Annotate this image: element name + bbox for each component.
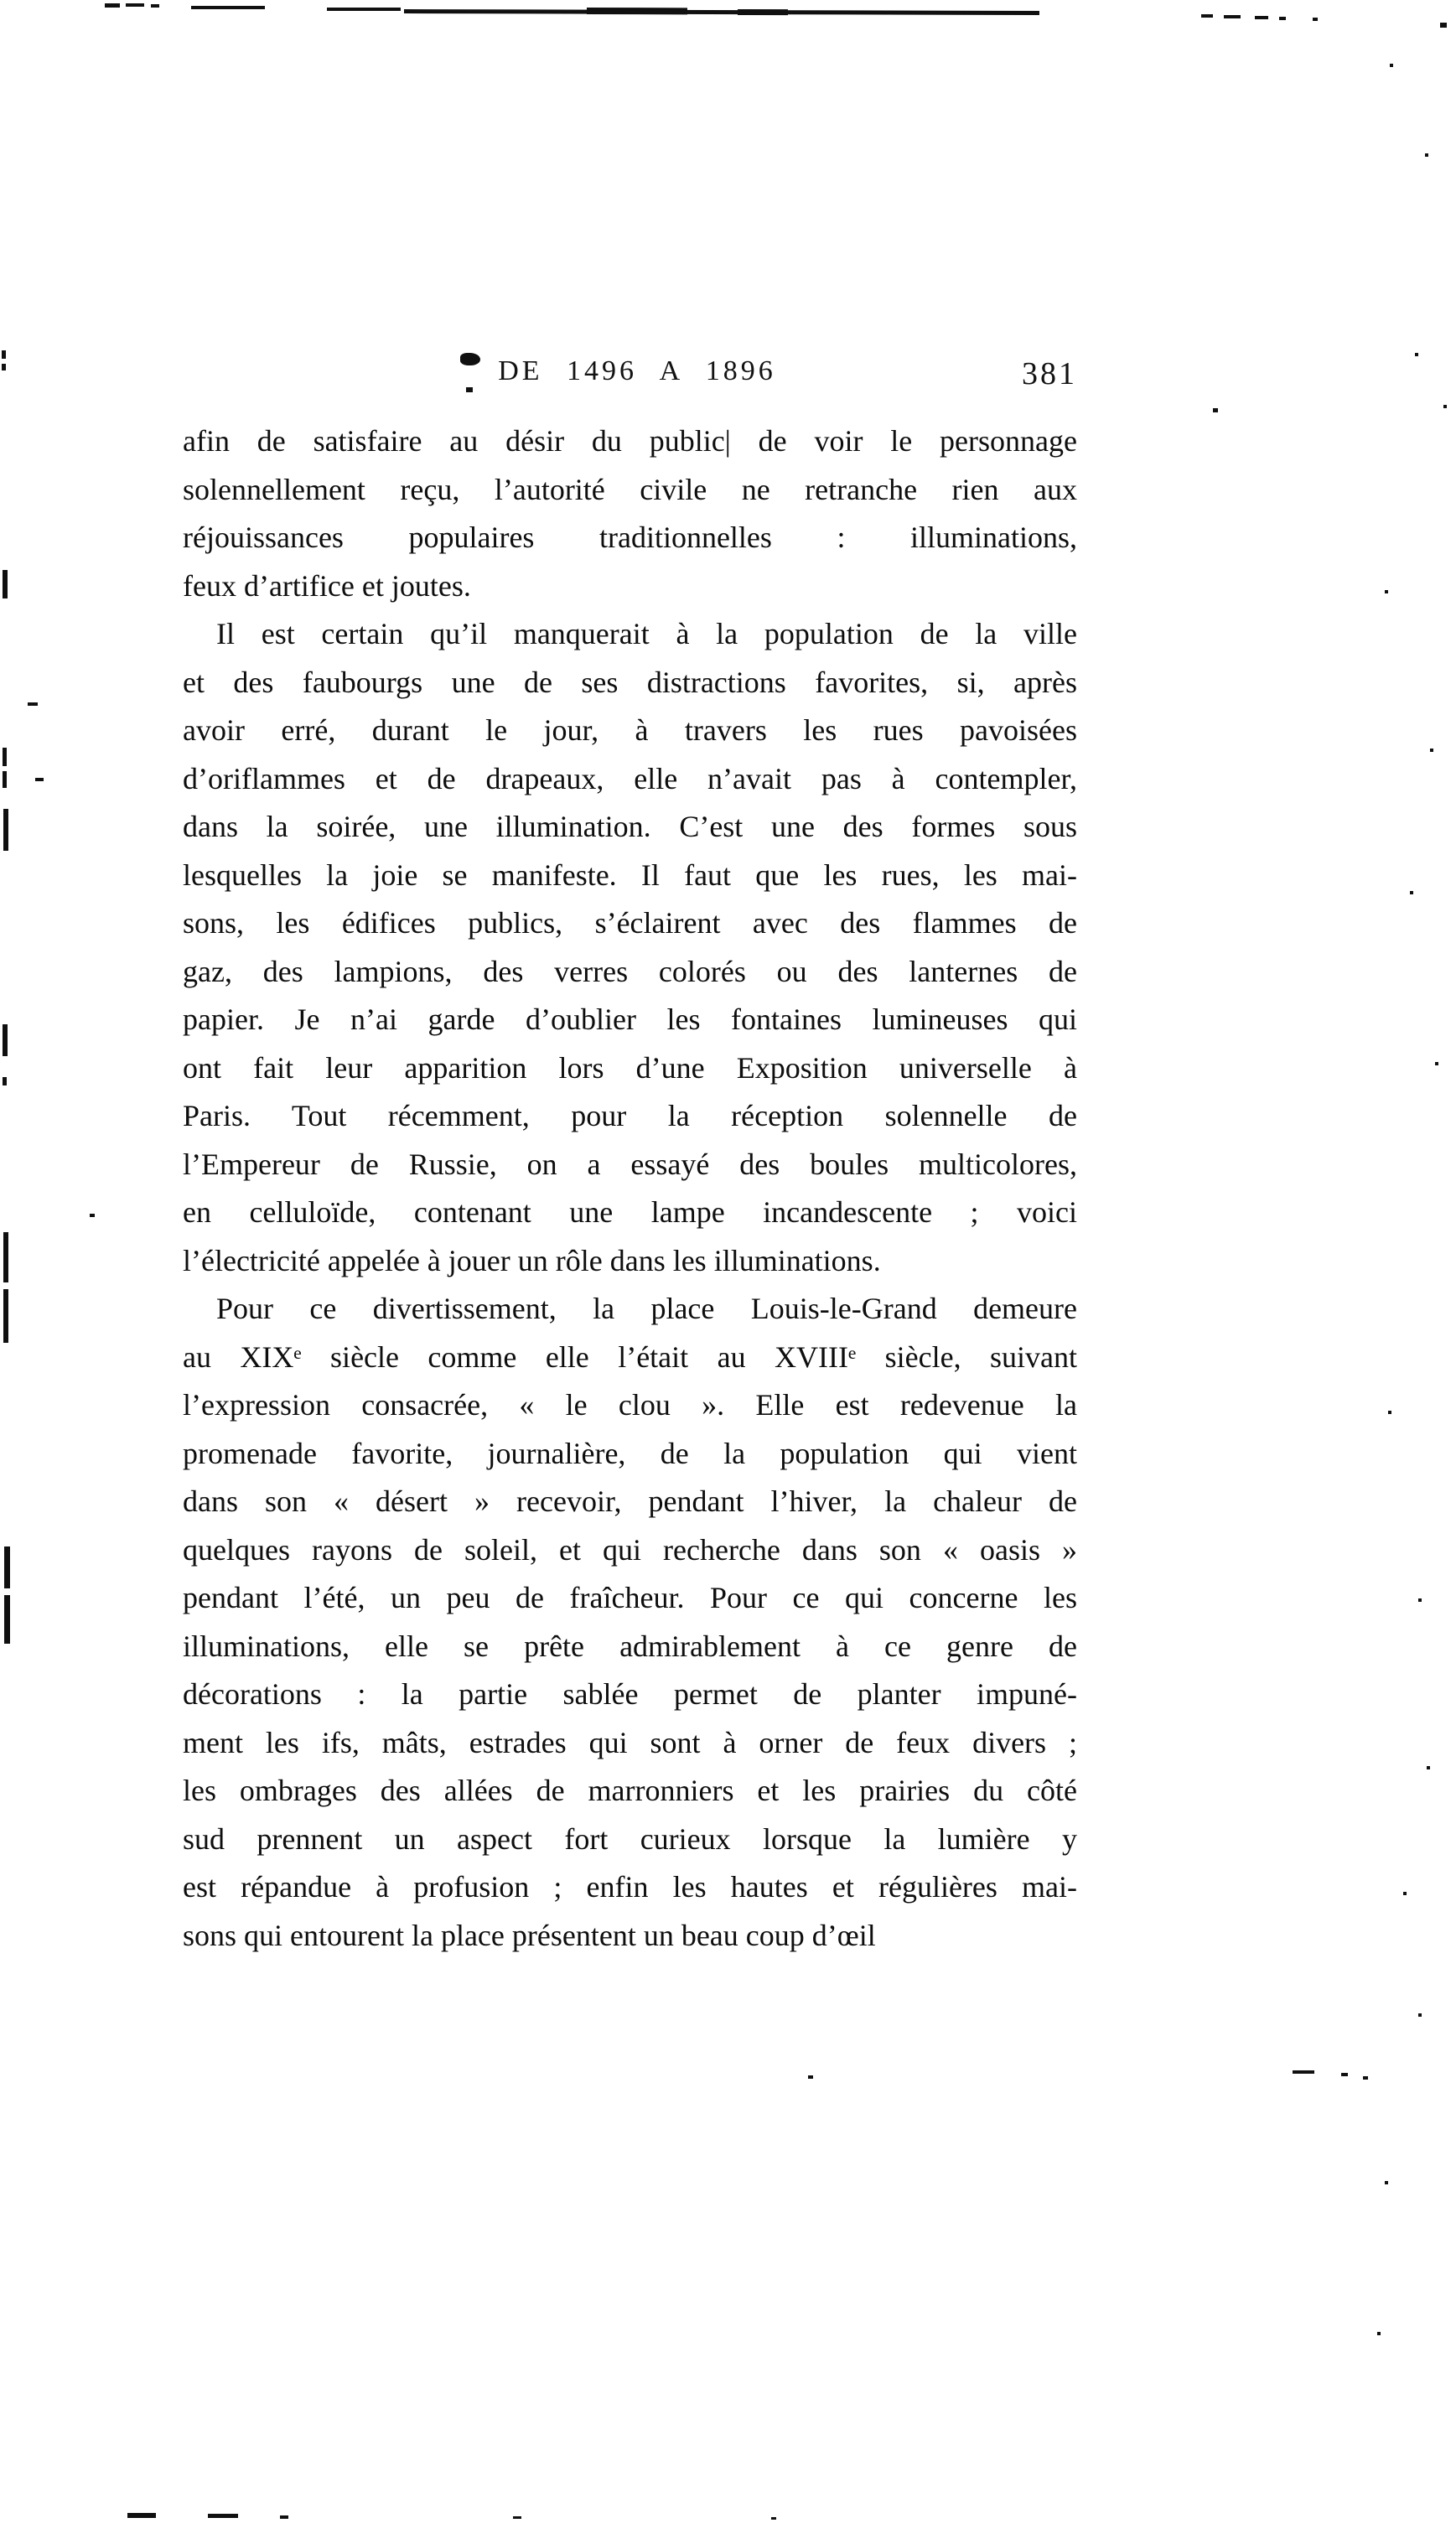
text-line: Pour ce divertissement, la place Louis-le-Grand demeure [216, 1292, 1077, 1325]
scan-artifact [1435, 1062, 1438, 1065]
text-line: d’oriflammes et de drapeaux, elle n’avait pas à contempler, [183, 761, 1077, 795]
scan-artifact [28, 702, 38, 706]
text-line: réjouissances populaires traditionnelles : illuminations, [183, 521, 1077, 554]
scan-artifact [808, 2075, 813, 2079]
scan-artifact [1341, 2073, 1348, 2076]
scan-artifact [3, 771, 7, 788]
scan-artifact [1279, 17, 1286, 20]
text-line: ment les ifs, mâts, estrades qui sont à orner de feux divers ; [183, 1725, 1077, 1759]
scan-artifact [460, 353, 480, 365]
running-header-title: DE 1496 A 1896 [498, 355, 776, 386]
text-line: l’expression consacrée, « le clou ». Elle est redevenue la [183, 1388, 1077, 1422]
text-line: sons, les édifices publics, s’éclairent avec des flammes de [183, 906, 1077, 940]
scan-artifact [2, 350, 6, 359]
scan-artifact [280, 2515, 288, 2519]
text-line: lesquelles la joie se manifeste. Il faut que les rues, les mai- [183, 857, 1077, 892]
text-line: l’Empereur de Russie, on a essayé des boules multicolores, [183, 1147, 1077, 1181]
scan-artifact [151, 4, 159, 8]
scan-artifact [90, 1214, 95, 1217]
scan-artifact [1385, 2181, 1388, 2184]
scan-artifact [404, 9, 1039, 15]
text-line: sud prennent un aspect fort curieux lorsque la lumière y [183, 1821, 1077, 1856]
text-line: en celluloïde, contenant une lampe incandescente ; voici [183, 1195, 1077, 1229]
scan-artifact [1410, 891, 1413, 894]
scan-artifact [4, 1546, 10, 1588]
text-line: au XIXᵉ siècle comme elle l’était au XVIIIᵉ siècle, suivant [183, 1339, 1077, 1374]
text-line: l’électricité appelée à jouer un rôle dans les illuminations. [183, 1243, 881, 1277]
scan-artifact [466, 387, 473, 392]
text-line: papier. Je n’ai garde d’oublier les fontaines lumineuses qui [183, 1002, 1077, 1036]
text-line: quelques rayons de soleil, et qui recherche dans son « oasis » [183, 1532, 1077, 1567]
scan-artifact [126, 3, 144, 7]
scan-artifact [587, 8, 687, 14]
text-line: dans la soirée, une illumination. C’est une des formes sous [183, 810, 1077, 843]
page-number: 381 [1022, 356, 1077, 391]
scan-artifact [1385, 590, 1388, 593]
text-line: avoir erré, durant le jour, à travers les rues pavoisées [183, 713, 1077, 747]
text-line: gaz, des lampions, des verres colorés ou des lanternes de [183, 954, 1077, 988]
text-line: les ombrages des allées de marronniers et les prairies du côté [183, 1774, 1077, 1807]
text-line: pendant l’été, un peu de fraîcheur. Pour ce qui concerne les [183, 1581, 1077, 1614]
scan-artifact [1377, 2332, 1381, 2335]
text-line: et des faubourgs une de ses distractions favorites, si, après [183, 665, 1077, 699]
scan-artifact [1403, 1892, 1407, 1895]
scan-artifact [3, 1024, 8, 1056]
text-line: sons qui entourent la place présentent un beau coup d’œil [183, 1918, 876, 1952]
scan-artifact [2, 364, 6, 370]
scan-artifact [1363, 2076, 1368, 2080]
scan-artifact [1388, 1411, 1391, 1414]
scan-artifact [513, 2516, 521, 2519]
scan-artifact [1440, 23, 1447, 28]
scan-artifact [105, 3, 120, 8]
scan-artifact [327, 8, 401, 11]
scan-artifact [191, 6, 265, 9]
scan-artifact [1427, 1766, 1430, 1769]
scan-artifact [771, 2517, 776, 2520]
scan-artifact [127, 2513, 156, 2518]
text-line: promenade favorite, journalière, de la population qui vient [183, 1436, 1077, 1470]
scan-artifact [4, 1595, 10, 1644]
scan-artifact [1418, 1598, 1422, 1602]
text-line: décorations : la partie sablée permet de planter impuné- [183, 1677, 1077, 1711]
scan-artifact [1313, 18, 1318, 21]
text-line: Il est certain qu’il manquerait à la population de la ville [216, 617, 1077, 650]
scan-artifact [1443, 405, 1447, 408]
text-body [183, 417, 1077, 1960]
scan-artifact [738, 9, 788, 15]
text-line: illuminations, elle se prête admirablement à ce genre de [183, 1629, 1077, 1663]
text-line: ont fait leur apparition lors d’une Exposition universelle à [183, 1050, 1077, 1085]
scan-artifact [1201, 14, 1213, 18]
text-line: est répandue à profusion ; enfin les hautes et régulières mai- [183, 1870, 1077, 1904]
scan-artifact [3, 748, 7, 766]
scan-artifact [208, 2514, 238, 2518]
scan-artifact [1224, 15, 1241, 18]
scan-artifact [3, 1077, 7, 1085]
scan-artifact [35, 778, 44, 781]
scan-artifact [1425, 153, 1428, 157]
scan-artifact [3, 570, 8, 598]
text-line: solennellement reçu, l’autorité civile ne retranche rien aux [183, 472, 1077, 506]
text-line: dans son « désert » recevoir, pendant l’hiver, la chaleur de [183, 1484, 1077, 1518]
text-line: feux d’artifice et joutes. [183, 568, 471, 603]
scan-artifact [3, 1232, 8, 1282]
scan-artifact [1418, 2013, 1422, 2017]
scan-artifact [3, 1289, 8, 1343]
scan-artifact [1390, 64, 1393, 67]
scan-artifact [1430, 749, 1433, 752]
scan-artifact [1293, 2070, 1314, 2074]
scan-artifact [1213, 408, 1218, 412]
scan-artifact [1255, 16, 1268, 19]
text-line: Paris. Tout récemment, pour la réception solennelle de [183, 1099, 1077, 1132]
text-line: afin de satisfaire au désir du public| de voir le personnage [183, 424, 1077, 458]
scan-artifact [3, 809, 8, 851]
scan-artifact [1415, 353, 1418, 356]
